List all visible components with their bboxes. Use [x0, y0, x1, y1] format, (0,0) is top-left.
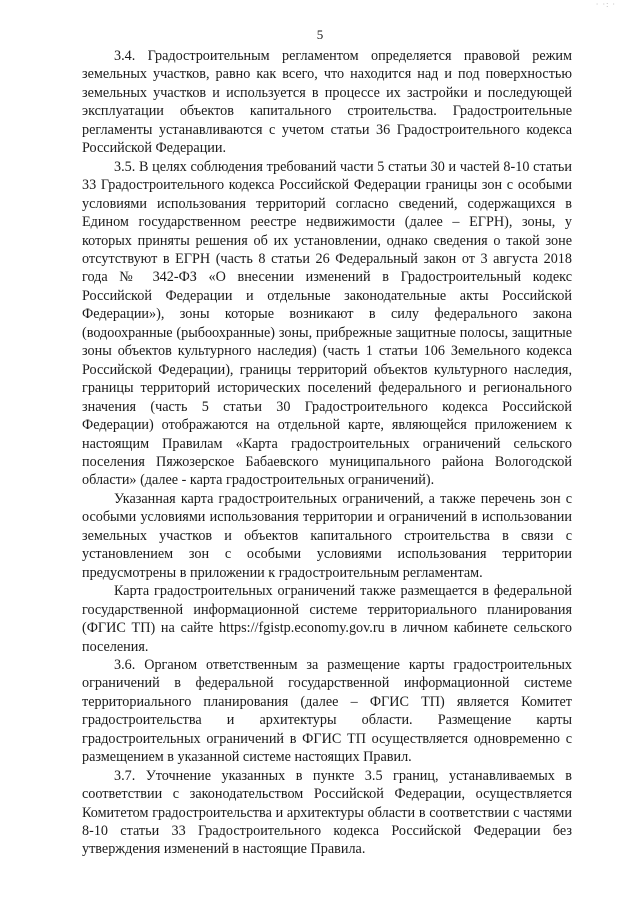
paragraph-map-placement: Карта градостроительных ограничений также размещается в федеральной государственной информационной системе территориального планирования (ФГИС ТП) на сайте https://fgistp.economy.gov.ru в личном кабинете сельского поселения. [82, 583, 572, 655]
paragraph-3-5: 3.5. В целях соблюдения требований части 5 статьи 30 и частей 8-10 статьи 33 Градостроительного кодекса Российской Федерации границы зон с особыми условиями использования территорий согласно сведений, содержащихся в Едином государственном реестре недвижимости (далее – ЕГРН), зоны, у которых приняты решения об их установлении, однако сведения о такой зоне отсутствуют в ЕГРН (часть 8 статьи 26 Федеральный закон от 3 августа 2018 года № 342-ФЗ «О внесении изменений в Градостроительный кодекс Российской Федерации и отдельные законодательные акты Российской Федерации»), зоны которые возникают в силу федерального закона (водоохранные (рыбоохранные) зоны, прибрежные защитные полосы, защитные зоны объектов культурного наследия) (часть 1 статьи 106 Земельного кодекса Российской Федерации), границы территорий объектов культурного наследия, границы территорий исторических поселений федерального и регионального значения (часть 5 статьи 30 Градостроительного кодекса Российской Федерации) отображаются на отдельной карте, являющейся приложением к настоящим Правилам «Карта градостроительных ограничений сельского поселения Пяжозерское Бабаевского муниципального района Вологодской области» (далее - карта градостроительных ограничений). [82, 158, 572, 489]
document-body [82, 47, 572, 859]
page-number: 5 [316, 27, 324, 42]
paragraph-3-6: 3.6. Органом ответственным за размещение карты градостроительных ограничений в федеральной государственной информационной системе территориального планирования (далее – ФГИС ТП) является Комитет градостроительства и архитектуры области. Размещение карты градостроительных ограничений в ФГИС ТП осуществляется одновременно с размещением в указанной системе настоящих Правил. [82, 656, 572, 766]
paragraph-map-description: Указанная карта градостроительных ограничений, а также перечень зон с особыми условиями использования территории и ограничений в использовании земельных участков и объектов капитального строительства в связи с установлением зон с особыми условиями использования территории предусмотрены в приложении к градостроительным регламентам. [82, 490, 572, 581]
corner-scan-mark: · ·: · [595, 0, 616, 9]
paragraph-3-4: 3.4. Градостроительным регламентом определяется правовой режим земельных участков, равно как всего, что находится над и под поверхностью земельных участков и используется в процессе их застройки и последующей эксплуатации объектов капитального строительства. Градостроительные регламенты устанавливаются с учетом статьи 36 Градостроительного кодекса Российской Федерации. [82, 48, 572, 157]
paragraph-3-7: 3.7. Уточнение указанных в пункте 3.5 границ, устанавливаемых в соответствии с законодательством Российской Федерации, осуществляется Комитетом градостроительства и архитектуры области в соответствии с частями 8-10 статьи 33 Градостроительного кодекса Российской Федерации без утверждения изменений в настоящие Правила. [82, 767, 572, 858]
